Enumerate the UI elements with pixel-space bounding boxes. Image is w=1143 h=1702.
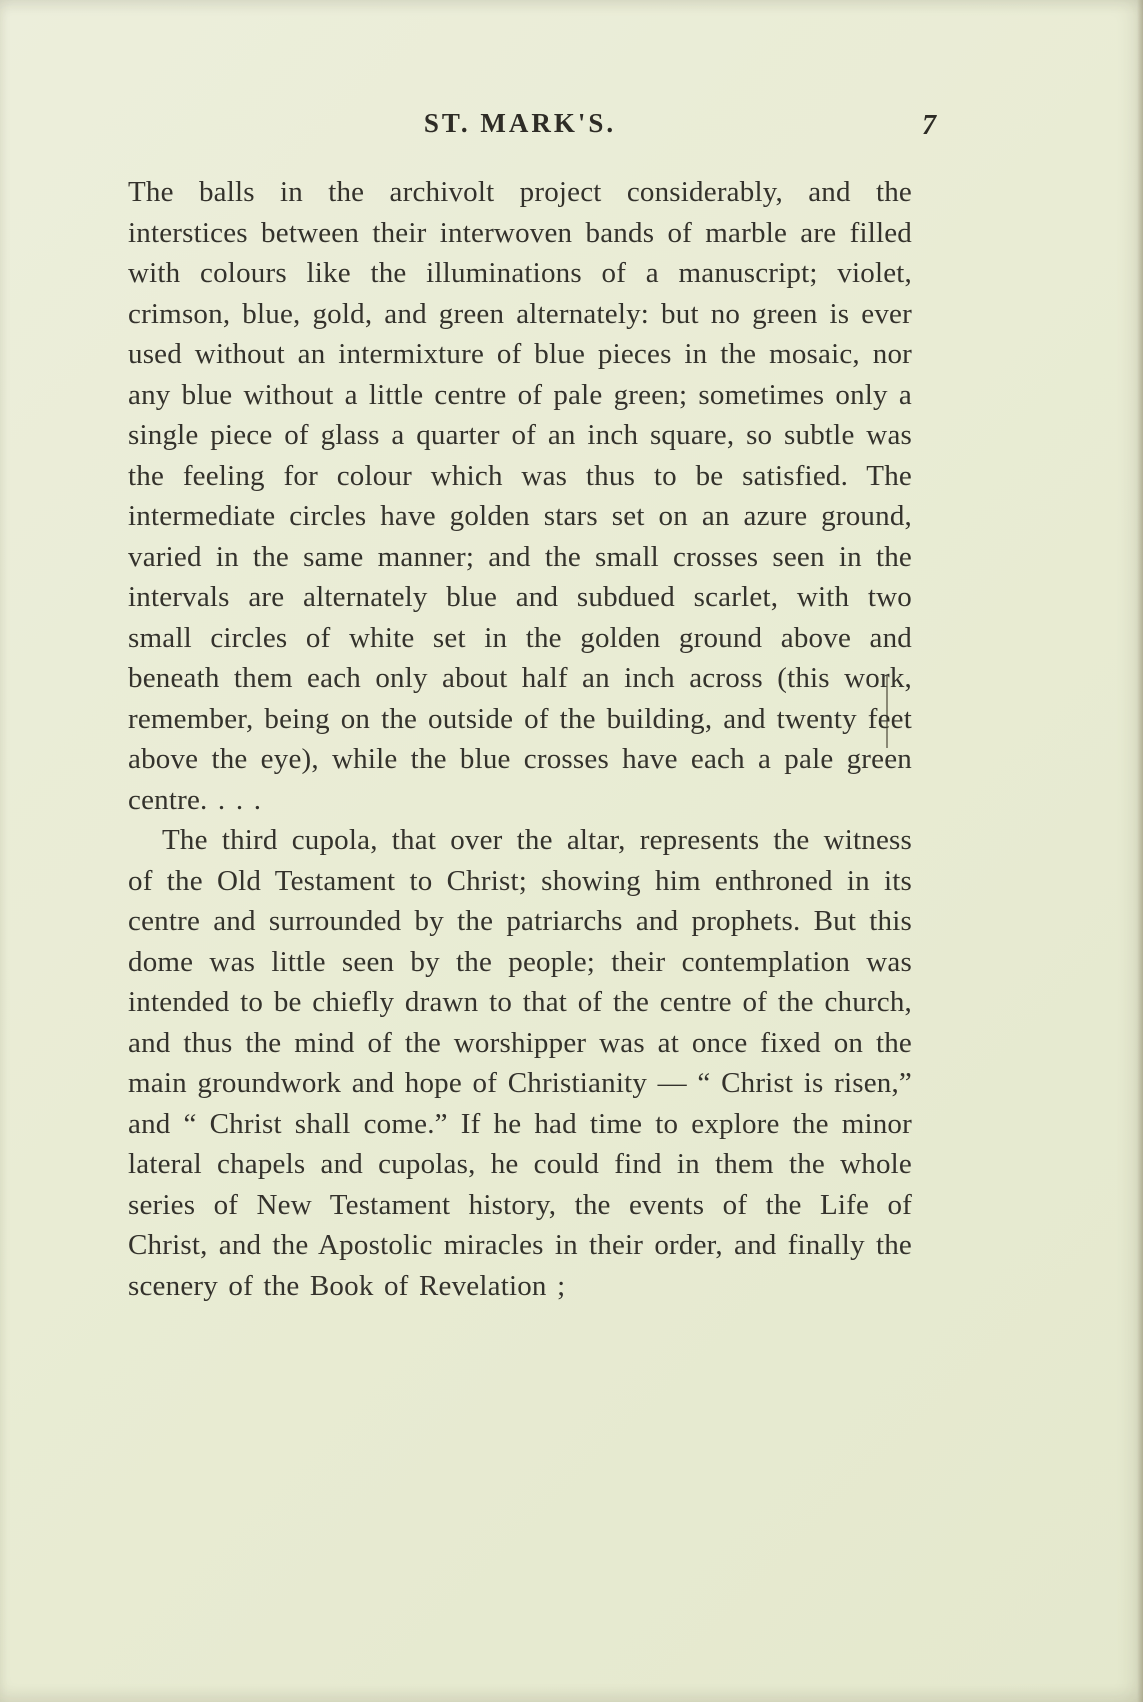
page-number: 7 xyxy=(922,110,936,141)
page-header xyxy=(128,108,936,150)
body-text xyxy=(128,172,912,1306)
page-edge-shadow xyxy=(1137,0,1143,1702)
running-title: ST. MARK'S. xyxy=(423,108,617,138)
page-content xyxy=(128,108,936,1306)
paragraph-2: The third cupola, that over the altar, represents the witness of the Old Testament to Christ; showing him enthroned in its centre and surrounded by the patriarchs and prophets. But this dome was little seen by the people; their contemplation was intended to be chiefly drawn to that of the centre of the church, and thus the mind of the worshipper was at once fixed on the main groundwork and hope of Christianity — “ Christ is risen,” and “ Christ shall come.” If he had time to explore the minor lateral chapels and cupolas, he could find in them the whole series of New Testament history, the events of the Life of Christ, and the Apostolic miracles in their order, and finally the scenery of the Book of Revelation ; xyxy=(128,824,912,1302)
paragraph-1: The balls in the archivolt project considerably, and the interstices between their interwoven bands of marble are filled with colours like the illuminations of a manuscript; violet, crimson, blue, gold, and green alternately: but no green is ever used without an intermixture of blue pieces in the mosaic, nor any blue without a little centre of pale green; sometimes only a single piece of glass a quarter of an inch square, so subtle was the feeling for colour which was thus to be satisfied. The intermediate circles have golden stars set on an azure ground, varied in the same manner; and the small crosses seen in the intervals are alternately blue and subdued scarlet, with two small circles of white set in the golden ground above and beneath them each only about half an inch across (this work, remember, being on the outside of the building, and twenty feet above the eye), while the blue crosses have each a pale green centre. . . . xyxy=(128,176,912,816)
